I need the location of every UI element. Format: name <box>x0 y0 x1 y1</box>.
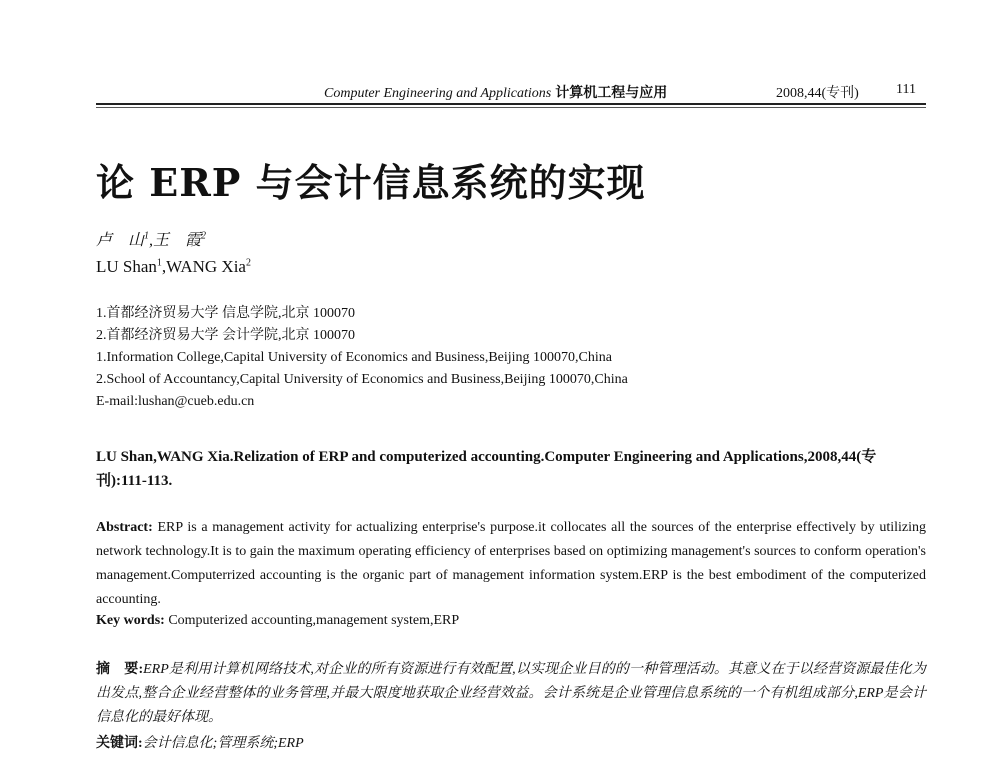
abstract-cn-text: ERP是利用计算机网络技术,对企业的所有资源进行有效配置,以实现企业目的的一种管理活动。其意义在于以经营资源最佳化为出发点,整合企业经营整体的业务管理,并最大限度地获取企业经营效益。会计系统是企业管理信息系统的一个有机组成部分,ERP是会计信息化的最好体现。 <box>96 662 927 725</box>
keywords-cn-text: 会计信息化;管理系统;ERP <box>142 736 304 751</box>
email-line: E-mail:lushan@cueb.edu.cn <box>96 394 255 409</box>
abstract-en <box>96 516 926 612</box>
affiliations <box>96 303 628 413</box>
keywords-label: Key words: <box>96 613 165 628</box>
citation: LU Shan,WANG Xia.Relization of ERP and computerized accounting.Computer Engineering and Applications,2008,44(专刊):111-113. <box>96 449 877 489</box>
keywords-cn <box>96 732 304 752</box>
affiliation-line: 2.首都经济贸易大学 会计学院,北京 100070 <box>96 328 355 343</box>
affiliation-line: 1.Information College,Capital University of Economics and Business,Beijing 100070,China <box>96 350 612 365</box>
abstract-label: Abstract: <box>96 520 153 535</box>
journal-name-cn: 计算机工程与应用 <box>555 86 668 101</box>
running-header <box>96 80 926 104</box>
page-number: 111 <box>896 82 916 97</box>
keywords-cn-label: 关键词: <box>96 736 143 751</box>
abstract-cn-label: 摘 要: <box>96 662 144 677</box>
authors-english: LU Shan$^1$,WANG Xia$^2$ <box>96 257 251 276</box>
abstract-cn <box>96 658 926 730</box>
header-rule-thin <box>96 107 926 108</box>
keywords-en <box>96 613 926 629</box>
keywords-text: Computerized accounting,management system,ERP <box>168 613 460 628</box>
authors-chinese: 卢 山$^1$,王 霞$^2$ <box>96 230 207 249</box>
header-rule <box>96 103 926 105</box>
affiliation-line: 2.School of Accountancy,Capital University of Economics and Business,Beijing 100070,China <box>96 372 628 387</box>
affiliation-line: 1.首都经济贸易大学 信息学院,北京 100070 <box>96 306 355 321</box>
issue-info: 2008,44(专刊) <box>776 86 859 101</box>
journal-name: Computer Engineering and Applications 计算机工程与应用 <box>324 86 668 101</box>
abstract-text: ERP is a management activity for actualizing enterprise's purpose.it collocates all the sources of the enterprise effectively by utilizing network technology.It is to gain the maximum operating efficiency of enterprises based on optimizing management's sources to conform operation's management.Computerrized accounting is the organic part of management information system.ERP is the best embodiment of the computerized accounting. <box>96 520 927 607</box>
paper-title: 论 ERP 与会计信息系统的实现 <box>96 160 646 205</box>
